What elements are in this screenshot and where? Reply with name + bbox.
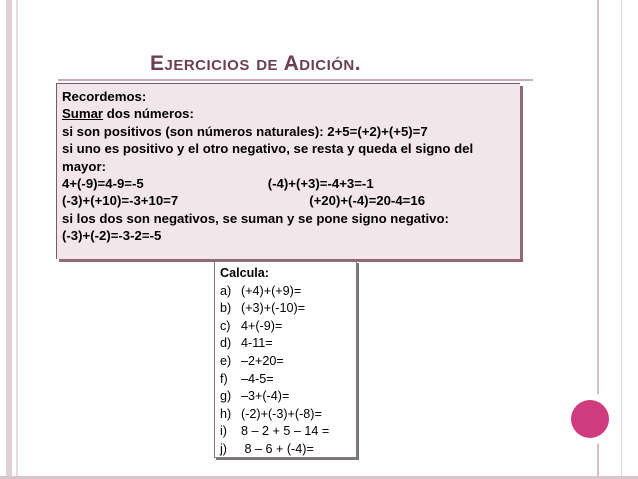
exercise-item: [220, 423, 356, 441]
exercise-item: [220, 388, 356, 406]
positive-rule: si son positivos (son números naturales): 2+5=(+2)+(+5)=7: [62, 123, 428, 139]
exercise-letter: b): [220, 301, 232, 316]
right-frame-thin-line: [621, 0, 622, 479]
reminder-heading: Recordemos:: [62, 89, 147, 104]
exercise-item: [220, 300, 356, 318]
exercise-letter: i): [220, 424, 227, 439]
exercise-text: 8 – 2 + 5 – 14 =: [241, 424, 330, 439]
exercise-text: 4-11=: [241, 336, 273, 351]
exercise-text: –2+20=: [241, 353, 284, 368]
exercise-text: 4+(-9)=: [241, 318, 283, 333]
example-1b: (-4)+(+3)=-4+3=-1: [267, 176, 374, 192]
negative-rule: si los dos son negativos, se suman y se pone signo negativo:: [62, 210, 449, 226]
left-frame-inner-line: [16, 0, 18, 479]
exercise-item: [220, 283, 356, 301]
exercise-text: (+4)+(+9)=: [241, 283, 302, 298]
title-underline: [58, 79, 533, 81]
mixed-rule-line-1: si uno es positivo y el otro negativo, se resta y queda el signo del: [62, 141, 474, 157]
exercise-letter: g): [220, 389, 232, 404]
reminder-box: [56, 83, 520, 259]
exercise-item: [220, 318, 356, 336]
reminder-sumar-line: [62, 105, 520, 122]
exercise-letter: c): [220, 318, 231, 333]
slide-title: Ejercicios de Adición.: [150, 52, 362, 75]
sumar-word: Sumar: [62, 106, 104, 122]
exercise-letter: j): [220, 441, 227, 456]
sumar-rest: dos números:: [103, 106, 194, 122]
example-2a: (-3)+(+10)=-3+10=7: [62, 193, 179, 209]
exercise-letter: f): [220, 371, 228, 386]
left-frame-line: [6, 0, 12, 479]
exercise-text: 8 – 6 + (-4)=: [241, 441, 314, 456]
example-1a: 4+(-9)=4-9=-5: [62, 176, 144, 192]
exercise-letter: d): [220, 336, 232, 351]
exercises-box: [214, 261, 357, 458]
example-row-1: [62, 175, 520, 192]
exercise-item: [220, 353, 356, 371]
exercises-heading: Calcula:: [220, 266, 269, 280]
decorative-circle: [571, 400, 609, 438]
mixed-rule-line-2: mayor:: [62, 158, 106, 174]
exercise-text: –3+(-4)=: [241, 389, 290, 404]
exercise-letter: e): [220, 353, 232, 368]
exercise-text: (+3)+(-10)=: [241, 301, 306, 316]
exercise-text: (-2)+(-3)+(-8)=: [241, 406, 322, 421]
exercise-letter: h): [220, 406, 232, 421]
example-row-2: [62, 192, 520, 209]
exercise-item: [220, 406, 356, 424]
exercise-text: –4-5=: [241, 371, 274, 386]
exercise-item: [220, 335, 356, 353]
exercise-item: [220, 441, 356, 459]
exercise-item: [220, 371, 356, 389]
exercise-list: [220, 283, 356, 459]
example-2b: (+20)+(-4)=20-4=16: [309, 193, 426, 209]
example-3: (-3)+(-2)=-3-2=-5: [62, 228, 162, 244]
exercise-letter: a): [220, 283, 232, 298]
